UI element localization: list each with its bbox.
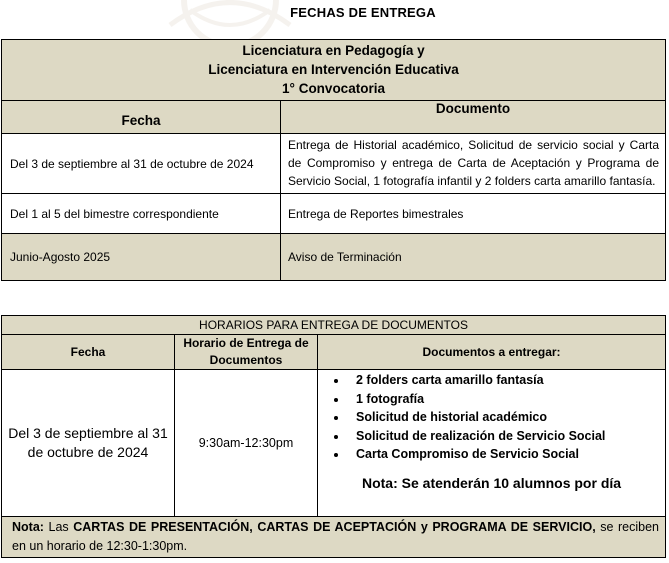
footnote-label: Nota:: [12, 520, 44, 534]
convocatoria-label: 1° Convocatoria: [282, 81, 385, 96]
table-cell-documento: Entrega de Reportes bimestrales: [281, 194, 666, 234]
column-header-fecha: Fecha: [2, 335, 175, 370]
page-title: FECHAS DE ENTREGA: [290, 5, 436, 20]
program-header-line-2: Licenciatura en Intervención Educativa: [208, 62, 459, 77]
footnote: [2, 517, 666, 558]
documents-list-cell: [318, 370, 666, 517]
footnote-text-1: Las: [43, 520, 74, 534]
footnote-text-2: se reciben en un horario de 12:30-1:30pm.: [12, 520, 660, 553]
schedule-header: HORARIOS PARA ENTREGA DE DOCUMENTOS: [2, 316, 666, 335]
column-header-horario: Horario de Entrega de Documentos: [175, 335, 318, 370]
program-header-line-1: Licenciatura en Pedagogía y: [242, 43, 425, 58]
delivery-dates-table: [1, 39, 666, 281]
table-cell-documento: Entrega de Historial académico, Solicitud de servicio social y Carta de Compromiso y entrega de Carta de Aceptación y Programa de Servicio Social, 1 fotografía infantil y 2 folders carta amarillo fantasía.: [281, 134, 666, 194]
column-header-documentos: Documentos a entregar:: [318, 335, 666, 370]
program-header: [2, 40, 666, 101]
daily-limit-note: Nota: Se atenderán 10 alumnos por día: [361, 474, 622, 491]
footnote-bold-documents: CARTAS DE PRESENTACIÓN, CARTAS DE ACEPTACIÓN y PROGRAMA DE SERVICIO,: [73, 520, 596, 534]
list-item: • Solicitud de realización de Servicio Social: [348, 427, 665, 446]
schedule-horario: 9:30am-12:30pm: [175, 370, 318, 517]
delivery-schedule-table: [1, 315, 666, 558]
table-cell-fecha: Del 3 de septiembre al 31 de octubre de 2024: [2, 134, 281, 194]
list-item: • Solicitud de historial académico: [348, 408, 665, 427]
table-cell-documento: Aviso de Terminación: [281, 234, 666, 281]
documents-list: [318, 371, 665, 464]
list-item: • 1 fotografía: [348, 390, 665, 409]
column-header-documento: Documento: [281, 101, 666, 134]
list-item: • 2 folders carta amarillo fantasía: [348, 371, 665, 390]
list-item: • Carta Compromiso de Servicio Social: [348, 445, 665, 464]
column-header-fecha: Fecha: [2, 101, 281, 134]
table-cell-fecha: Junio-Agosto 2025: [2, 234, 281, 281]
table-cell-fecha: Del 1 al 5 del bimestre correspondiente: [2, 194, 281, 234]
schedule-fecha: Del 3 de septiembre al 31 de octubre de 2024: [2, 370, 175, 517]
